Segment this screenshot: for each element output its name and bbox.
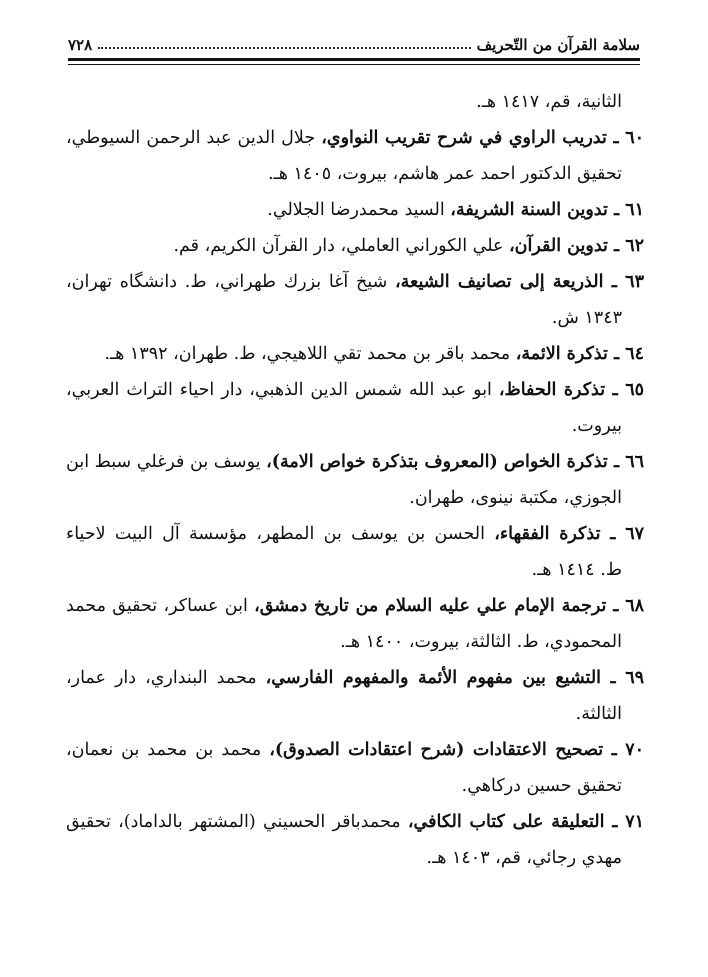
header-rule-thick bbox=[68, 58, 640, 61]
bibliography-entry bbox=[66, 660, 644, 732]
bibliography-entry bbox=[66, 588, 644, 660]
entry-line bbox=[66, 264, 644, 300]
bibliography-entry bbox=[66, 120, 644, 192]
entry-title: تدريب الراوي في شرح تقريب النواوي، bbox=[321, 128, 607, 148]
entry-line: ط. ١٤١٤ هـ. bbox=[531, 560, 622, 580]
entry-title: تذكرة الائمة، bbox=[515, 344, 608, 364]
bibliography-entry bbox=[66, 336, 644, 372]
entry-line bbox=[66, 444, 644, 480]
entry-number: ٧٠ ـ bbox=[603, 740, 644, 760]
entry-text: محمدباقر الحسيني (المشتهر بالداماد)، تحقيق bbox=[66, 812, 401, 832]
entry-number: ٦٥ ـ bbox=[605, 380, 644, 400]
bibliography-entry bbox=[66, 264, 644, 336]
entry-text: يوسف بن فرغلي سبط ابن bbox=[66, 452, 267, 472]
bibliography-entry bbox=[66, 372, 644, 444]
entry-line: الثالثة. bbox=[575, 704, 622, 724]
entry-text: شيخ آغا بزرك طهراني، ط. دانشگاه تهران، bbox=[66, 272, 396, 292]
entry-title: تذكرة الخواص (المعروف بتذكرة خواص الامة)، bbox=[266, 452, 608, 472]
entry-number: ٦١ ـ bbox=[607, 200, 644, 220]
entry-line bbox=[66, 804, 644, 840]
bibliography-entry bbox=[66, 192, 644, 228]
entry-number: ٦٨ ـ bbox=[606, 596, 644, 616]
bibliography-entry bbox=[66, 516, 644, 588]
entry-number: ٦٠ ـ bbox=[606, 128, 644, 148]
entry-line bbox=[66, 228, 644, 264]
entry-line bbox=[66, 336, 644, 372]
entry-line: ١٣٤٣ ش. bbox=[551, 308, 622, 328]
header-leader-dots bbox=[98, 47, 470, 49]
entry-number: ٦٤ ـ bbox=[607, 344, 644, 364]
entry-line: الثانية، قم، ١٤١٧ هـ. bbox=[476, 92, 622, 112]
entry-text: جلال الدين عبد الرحمن السيوطي، bbox=[66, 128, 322, 148]
header-title: سلامة القرآن من التّحريف bbox=[476, 36, 640, 54]
entry-text: محمد بن محمد بن نعمان، bbox=[66, 740, 270, 760]
entry-text: محمد البنداري، دار عمار، bbox=[66, 668, 257, 688]
entry-line: تحقيق حسين دركاهي. bbox=[461, 776, 622, 796]
entry-line: المحمودي، ط. الثالثة، بيروت، ١٤٠٠ هـ. bbox=[340, 632, 622, 652]
bibliography-entry bbox=[66, 444, 644, 516]
entry-text: علي الكوراني العاملي، دار القرآن الكريم، قم. bbox=[173, 236, 510, 256]
entry-title: ترجمة الإمام علي عليه السلام من تاريخ دمشق، bbox=[254, 596, 607, 616]
entry-line bbox=[66, 192, 644, 228]
entry-line: مهدي رجائي، قم، ١٤٠٣ هـ. bbox=[426, 848, 622, 868]
entry-number: ٦٢ ـ bbox=[607, 236, 644, 256]
entry-number: ٦٧ ـ bbox=[600, 524, 644, 544]
bibliography-entry bbox=[66, 228, 644, 264]
entry-text: محمد باقر بن محمد تقي اللاهيجي، ط. طهران، ١٣٩٢ هـ. bbox=[104, 344, 516, 364]
entry-line bbox=[66, 120, 644, 156]
entry-line bbox=[66, 732, 644, 768]
entry-text: السيد محمدرضا الجلالي. bbox=[267, 200, 451, 220]
entry-text: الحسن بن يوسف بن المطهر، مؤسسة آل البيت لاحياء bbox=[66, 524, 485, 544]
entry-title: التشيع بين مفهوم الأئمة والمفهوم الفارسي، bbox=[265, 668, 602, 688]
entry-text: ابو عبد الله شمس الدين الذهبي، دار احياء التراث العربي، bbox=[66, 380, 499, 400]
entry-number: ٧١ ـ bbox=[604, 812, 644, 832]
entry-title: تصحيح الاعتقادات (شرح اعتقادات الصدوق)، bbox=[269, 740, 604, 760]
entry-number: ٦٦ ـ bbox=[607, 452, 644, 472]
running-header bbox=[68, 28, 640, 54]
entry-line bbox=[66, 516, 644, 552]
entry-title: تذكرة الفقهاء، bbox=[494, 524, 601, 544]
entry-line: بيروت. bbox=[571, 416, 622, 436]
entry-line bbox=[66, 660, 644, 696]
bibliography-entry bbox=[66, 732, 644, 804]
entry-title: تدوين السنة الشريفة، bbox=[450, 200, 608, 220]
header-rule-thin bbox=[68, 64, 640, 65]
bibliography-list bbox=[66, 84, 644, 876]
entry-number: ٦٣ ـ bbox=[603, 272, 644, 292]
entry-title: تدوين القرآن، bbox=[509, 236, 608, 256]
entry-line bbox=[66, 372, 644, 408]
bibliography-entry bbox=[66, 84, 644, 120]
bibliography-entry bbox=[66, 804, 644, 876]
entry-text: ابن عساكر، تحقيق محمد bbox=[66, 596, 248, 616]
entry-line: تحقيق الدكتور احمد عمر هاشم، بيروت، ١٤٠٥ هـ. bbox=[268, 164, 622, 184]
entry-line bbox=[66, 588, 644, 624]
entry-title: تذكرة الحفاظ، bbox=[498, 380, 606, 400]
entry-line: الجوزي، مكتبة نينوى، طهران. bbox=[409, 488, 622, 508]
page-number: ٧٢٨ bbox=[68, 36, 93, 54]
entry-title: الذريعة إلى تصانيف الشيعة، bbox=[395, 272, 604, 292]
entry-number: ٦٩ ـ bbox=[601, 668, 644, 688]
entry-title: التعليقة على كتاب الكافي، bbox=[407, 812, 605, 832]
